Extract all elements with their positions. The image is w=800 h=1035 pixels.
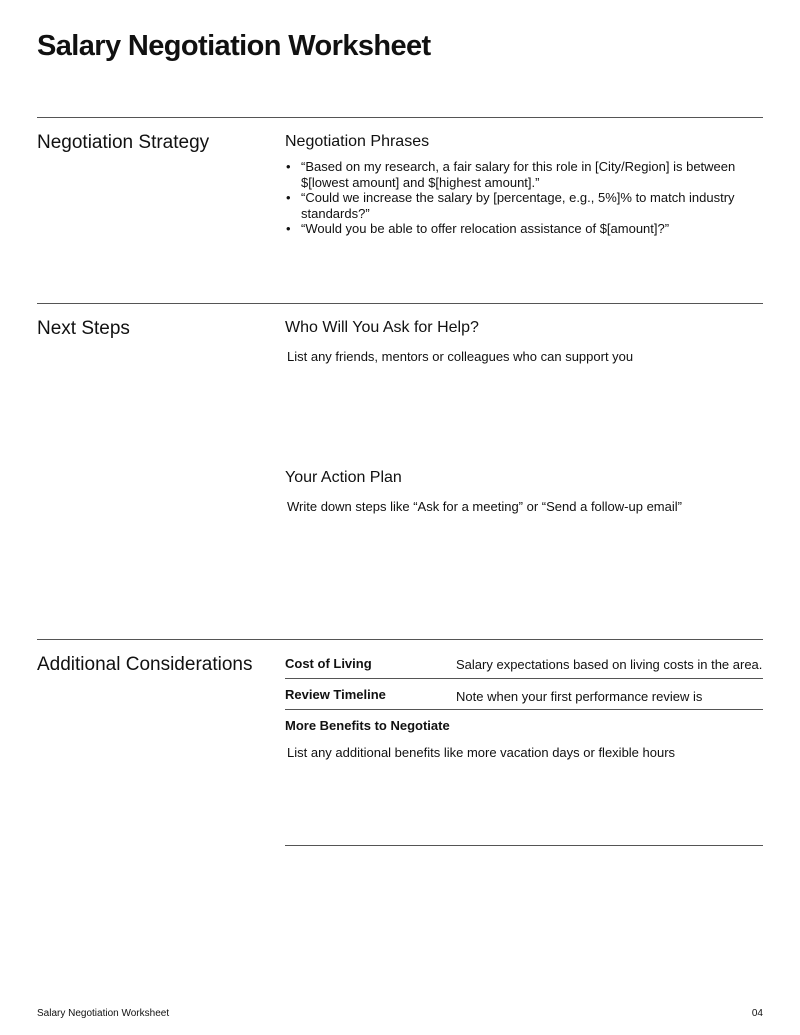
phrase-item: • “Based on my research, a fair salary for this role in [City/Region] is between $[lowest amount] and $[highest amount].” [285,159,755,190]
review-timeline-field[interactable]: Note when your first performance review is [456,689,703,704]
cost-of-living-field[interactable]: Salary expectations based on living costs in the area. [456,657,763,672]
section-divider [37,117,763,118]
section-title-additional-considerations: Additional Considerations [37,654,253,675]
phrase-item: • “Would you be able to offer relocation assistance of $[amount]?” [285,221,755,237]
row-divider [285,709,763,710]
subsection-title-benefits: More Benefits to Negotiate [285,718,450,733]
subsection-title-help: Who Will You Ask for Help? [285,319,479,336]
subsection-title-action-plan: Your Action Plan [285,469,402,486]
footer-page-number: 04 [751,1008,763,1019]
section-title-next-steps: Next Steps [37,318,130,339]
footer-document-title: Salary Negotiation Worksheet [37,1008,170,1019]
benefits-field[interactable]: List any additional benefits like more vacation days or flexible hours [287,745,676,760]
benefits-bottom-divider [285,845,763,846]
section-divider [37,303,763,304]
row-label-cost-of-living: Cost of Living [285,656,372,671]
page-title: Salary Negotiation Worksheet [37,30,431,62]
subsection-title-negotiation-phrases: Negotiation Phrases [285,133,430,150]
row-divider [285,678,763,679]
section-title-negotiation-strategy: Negotiation Strategy [37,132,210,153]
section-divider [37,639,763,640]
phrase-item: • “Could we increase the salary by [percentage, e.g., 5%]% to match industry standards?” [285,190,755,221]
negotiation-phrases-list [285,159,755,237]
action-plan-field[interactable]: Write down steps like “Ask for a meeting” or “Send a follow-up email” [287,499,682,514]
row-label-review-timeline: Review Timeline [285,687,386,702]
help-field[interactable]: List any friends, mentors or colleagues who can support you [287,349,634,364]
